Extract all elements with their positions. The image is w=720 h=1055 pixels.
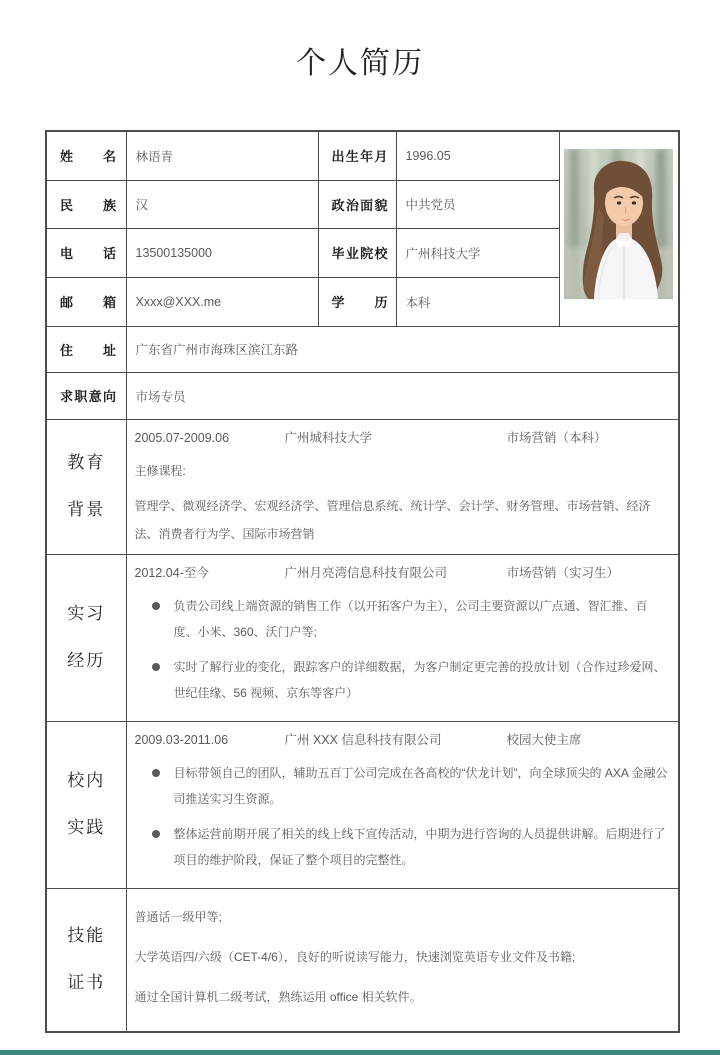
section-skills-label: 技能 证书 [46,888,126,1032]
campus-meta [135,731,669,749]
field-value-degree: 本科 [396,277,559,326]
field-label-phone: 电话 [46,228,126,277]
profile-photo [564,149,673,299]
skill-item: 大学英语四/六级（CET-4/6），良好的听说读写能力，快速浏览英语专业文件及书籍; [134,949,576,964]
field-value-objective: 市场专员 [126,372,679,419]
bullet-icon [152,663,160,671]
field-value-phone: 13500135000 [126,228,318,277]
resume-table [45,130,680,1033]
meta-role: 校园大使主席 [506,732,582,747]
internship-bullets [135,593,669,706]
section-education-row [46,419,679,554]
section-internship-content [126,554,679,721]
bullet-icon [152,830,160,838]
field-label-political: 政治面貌 [318,180,396,228]
section-skills-row [46,888,679,1032]
field-value-ethnicity: 汉 [126,180,318,228]
list-item [135,593,669,645]
campus-bullets [135,760,669,873]
footer-accent-bar [0,1050,720,1055]
section-internship-row [46,554,679,721]
section-skills-content [126,888,679,1032]
section-campus-label: 校内 实践 [46,721,126,888]
meta-role: 市场营销（实习生） [506,565,620,580]
field-label-school: 毕业院校 [318,228,396,277]
education-courses-title: 主修课程: [134,463,186,478]
photo-cell [559,131,679,326]
meta-org: 广州 XXX 信息科技有限公司 [284,732,442,747]
meta-role: 市场营销（本科） [506,430,607,445]
field-value-school: 广州科技大学 [396,228,559,277]
field-label-address: 住址 [46,326,126,372]
section-campus-content [126,721,679,888]
bullet-icon [152,602,160,610]
field-value-political: 中共党员 [396,180,559,228]
field-value-name: 林语青 [126,131,318,180]
section-campus-row [46,721,679,888]
list-item [135,760,669,812]
bullet-icon [152,769,160,777]
meta-date: 2005.07-2009.06 [134,430,230,445]
skill-item: 普通话一级甲等; [134,909,222,924]
meta-org: 广州月亮湾信息科技有限公司 [284,565,448,580]
list-item [135,821,669,873]
field-label-email: 邮箱 [46,277,126,326]
section-education-label: 教育 背景 [46,419,126,554]
education-courses-list: 管理学、微观经济学、宏观经济学、管理信息系统、统计学、会计学、财务管理、市场营销、经济法、消费者行为学、国际市场营销 [134,498,651,541]
bullet-text: 实时了解行业的变化，跟踪客户的详细数据，为客户制定更完善的投放计划（合作过珍爱网、世纪佳缘、56 视频、京东等客户） [173,659,666,700]
field-label-objective: 求职意向 [46,372,126,419]
bullet-text: 负责公司线上端资源的销售工作（以开拓客户为主），公司主要资源以广点通、智汇推、百度、小米、360、沃门户等; [173,598,648,639]
field-label-birth: 出生年月 [318,131,396,180]
page-title: 个人简历 [296,47,424,80]
meta-date: 2012.04-至今 [134,565,209,580]
field-label-ethnicity: 民族 [46,180,126,228]
info-row-1 [46,131,679,180]
skill-item: 通过全国计算机二级考试，熟练运用 office 相关软件。 [134,989,422,1004]
internship-meta [135,564,669,582]
education-meta [135,429,669,447]
meta-date: 2009.03-2011.06 [134,732,229,747]
field-value-birth: 1996.05 [396,131,559,180]
section-internship-label: 实习 经历 [46,554,126,721]
field-value-email: Xxxx@XXX.me [126,277,318,326]
meta-org: 广州城科技大学 [284,430,373,445]
address-row [46,326,679,372]
field-label-name: 姓名 [46,131,126,180]
field-label-degree: 学历 [318,277,396,326]
objective-row [46,372,679,419]
bullet-text: 目标带领自己的团队，辅助五百丁公司完成在各高校的“伏龙计划”，向全球顶尖的 AXA 金融公司推送实习生资源。 [173,765,668,806]
section-education-content [126,419,679,554]
skills-list [135,898,669,1009]
field-value-address: 广东省广州市海珠区滨江东路 [126,326,679,372]
list-item [135,654,669,706]
bullet-text: 整体运营前期开展了相关的线上线下宣传活动，中期为进行咨询的人员提供讲解。后期进行了项目的维护阶段，保证了整个项目的完整性。 [173,826,666,867]
